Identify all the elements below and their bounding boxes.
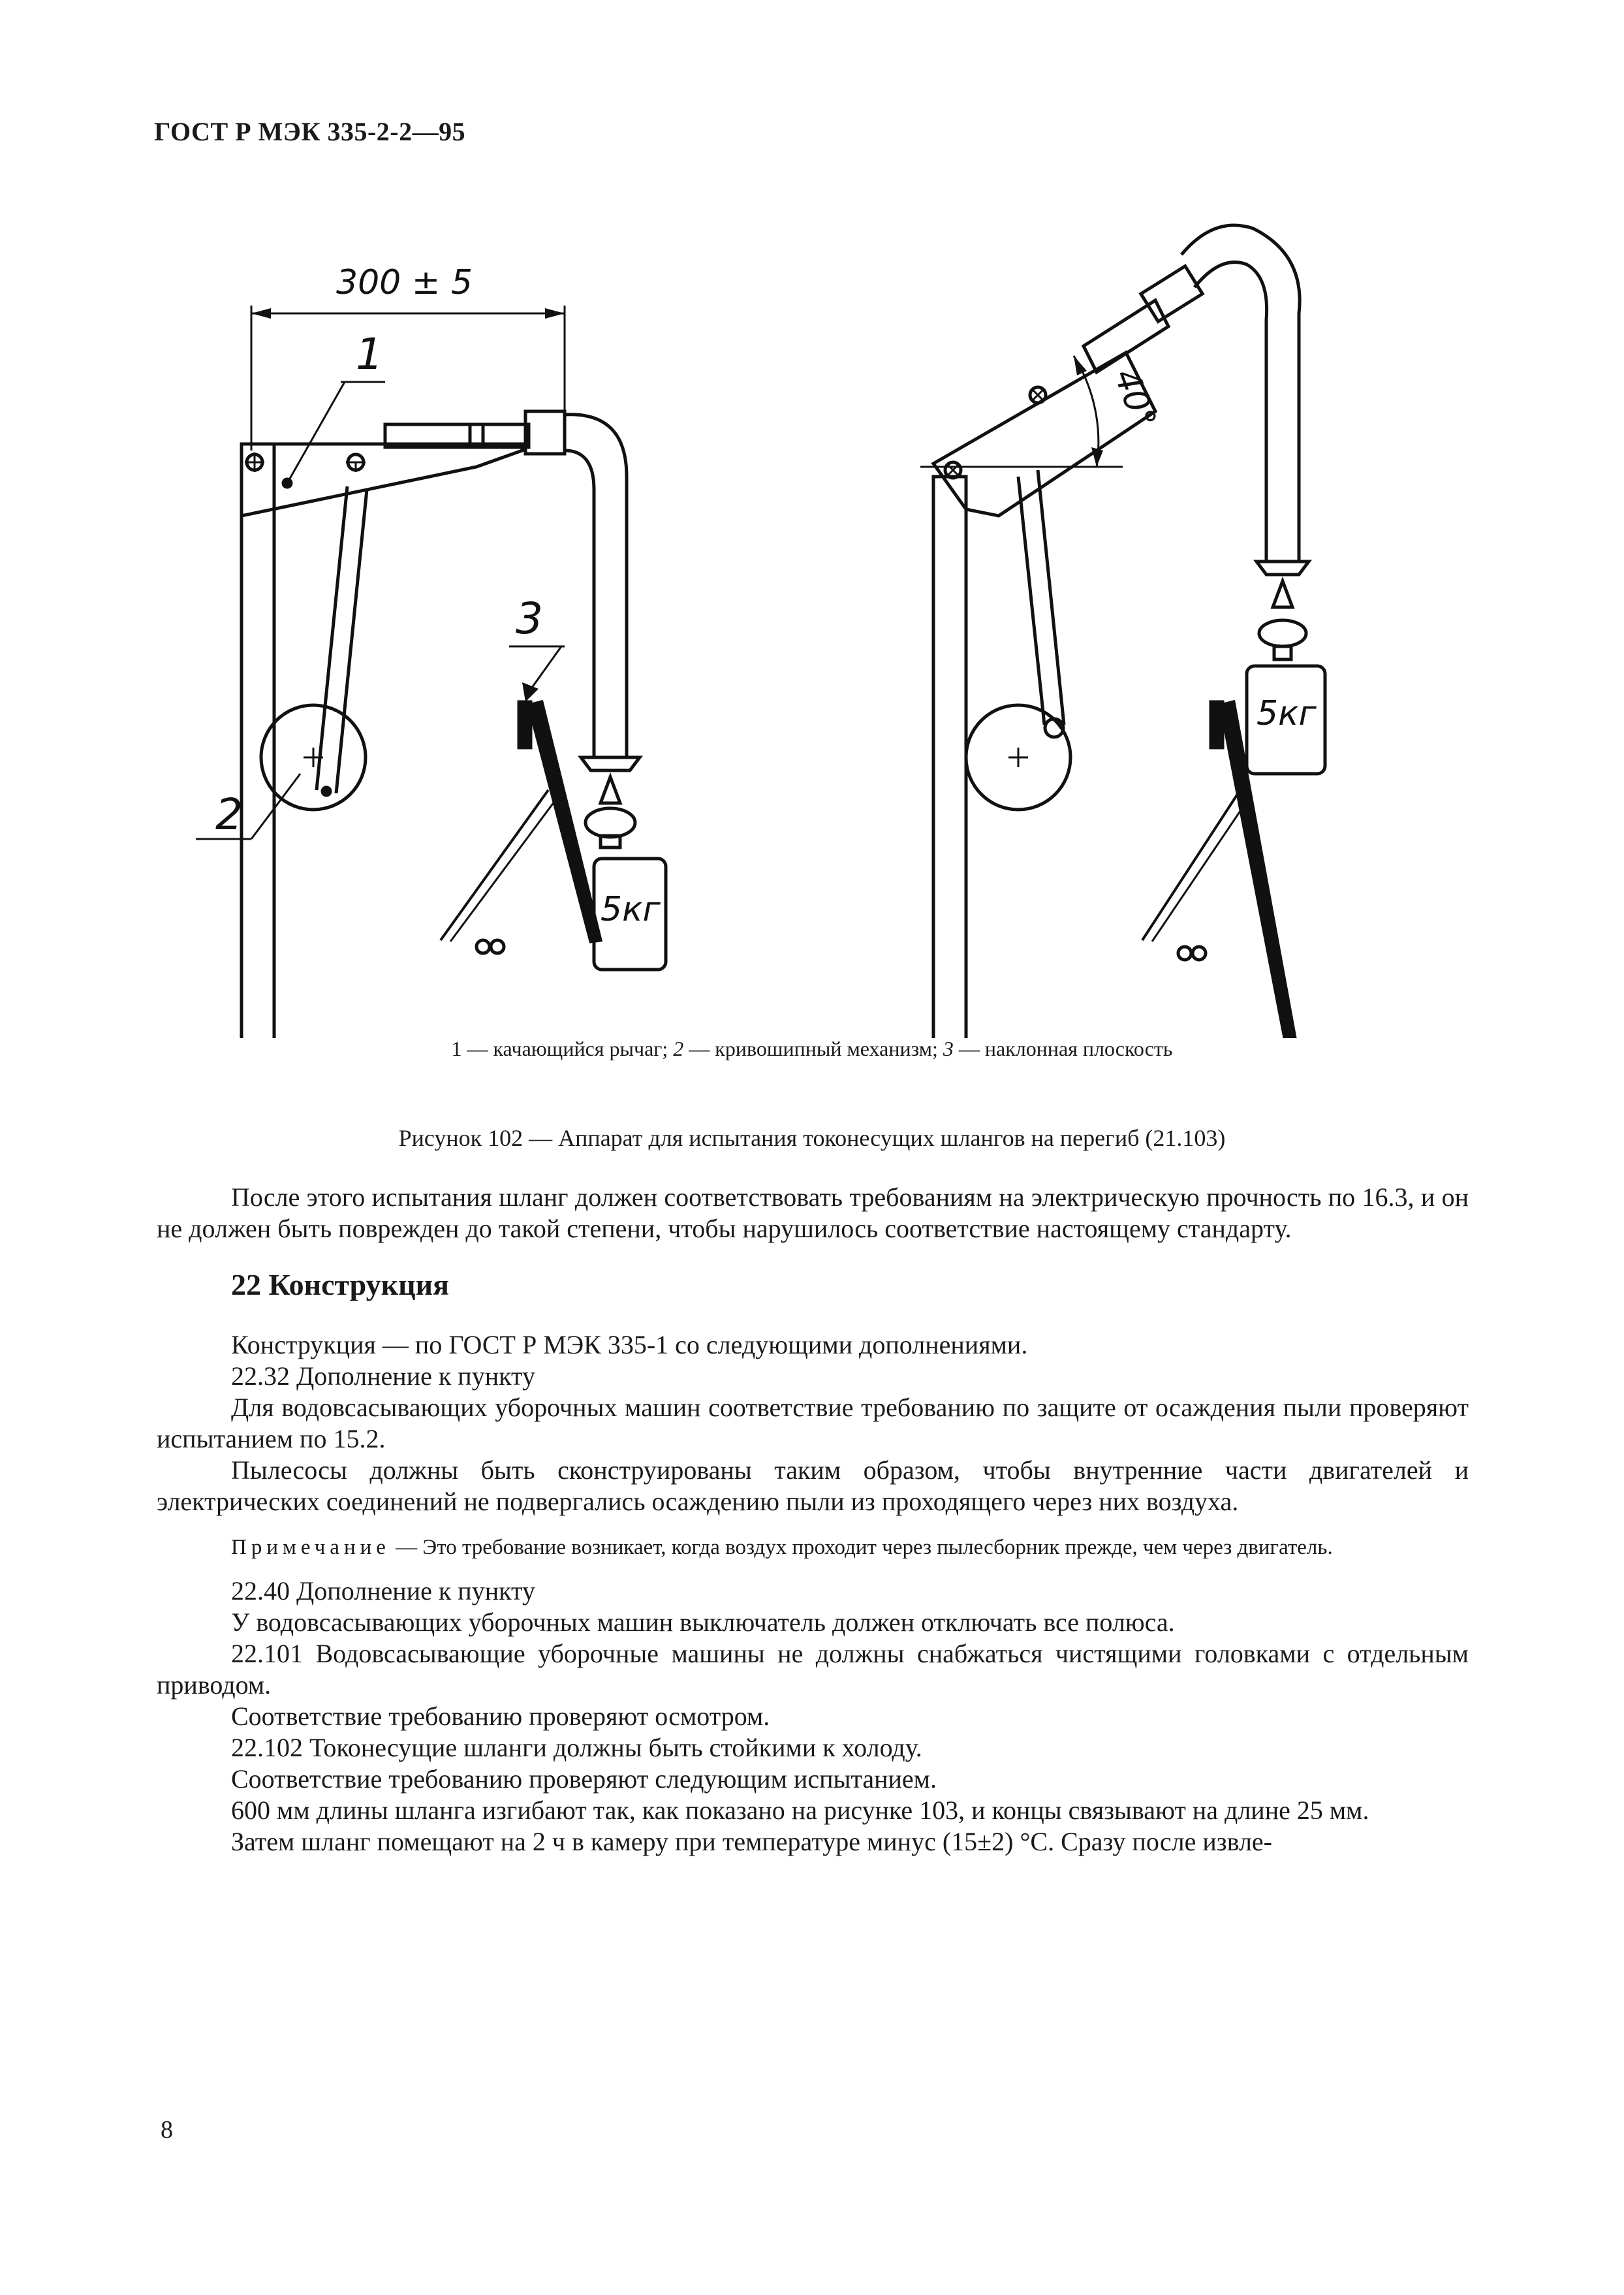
- right-apparatus: [920, 225, 1443, 1038]
- note-label: Примечание: [231, 1536, 390, 1559]
- left-apparatus: [196, 263, 751, 1038]
- paragraph: 22.102 Токонесущие шланги должны быть стойкими к холоду.: [231, 1733, 922, 1762]
- paragraph: Пылесосы должны быть сконструированы таким образом, чтобы внутренние части двигателей и электрических соединений не подвергались осаждению пыли из проходящего через них воздуха.: [157, 1455, 1469, 1516]
- paragraph: 22.101 Водовсасывающие уборочные машины не должны снабжаться чистящими головками с отдельным приводом.: [157, 1639, 1469, 1700]
- paragraph: 22.32 Дополнение к пункту: [231, 1361, 535, 1391]
- dimension-label: 300 ± 5: [336, 263, 473, 302]
- legend-text-1: качающийся рычаг: [493, 1037, 663, 1060]
- paragraph: Конструкция — по ГОСТ Р МЭК 335-1 со следующими дополнениями.: [231, 1330, 1028, 1359]
- figure-legend: 1 — качающийся рычаг; 2 — кривошипный механизм; 3 — наклонная плоскость: [451, 1037, 1173, 1060]
- paragraph: 600 мм длины шланга изгибают так, как показано на рисунке 103, и концы связывают на длине 25 мм.: [231, 1796, 1369, 1825]
- legend-text-2: кривошипный механизм: [715, 1037, 932, 1060]
- note-text: — Это требование возникает, когда воздух проходит через пылесборник прежде, чем через двигатель.: [390, 1536, 1333, 1559]
- figure-102-apparatus: [196, 215, 1488, 1038]
- legend-num-3: 3: [943, 1037, 954, 1060]
- body-text: [157, 1182, 1469, 1858]
- paragraph: Соответствие требованию проверяют следующим испытанием.: [231, 1764, 937, 1794]
- standard-code-header: ГОСТ Р МЭК 335-2-2—95: [154, 117, 466, 146]
- callout-3: 3: [516, 594, 543, 644]
- paragraph: После этого испытания шланг должен соответствовать требованиям на электрическую прочность по 16.3, и он не должен быть поврежден до такой степени, чтобы нарушилось соответствие настоящему стандарту.: [157, 1182, 1469, 1243]
- paragraph: 22.40 Дополнение к пункту: [231, 1576, 535, 1606]
- paragraph: Для водовсасывающих уборочных машин соответствие требованию по защите от осаждения пыли проверяют испытанием по 15.2.: [157, 1393, 1469, 1453]
- weight-label-left: 5кг: [601, 890, 661, 929]
- callout-2: 2: [215, 789, 243, 840]
- page-number: 8: [161, 2116, 173, 2144]
- figure-caption: Рисунок 102 — Аппарат для испытания токонесущих шлангов на перегиб (21.103): [398, 1125, 1226, 1151]
- legend-num-2: 2: [673, 1037, 684, 1060]
- angle-label: 40°: [1106, 364, 1164, 434]
- paragraph: У водовсасывающих уборочных машин выключатель должен отключать все полюса.: [231, 1607, 1175, 1637]
- legend-num-1: 1: [451, 1037, 462, 1060]
- note: [157, 1534, 1469, 1561]
- paragraph: Соответствие требованию проверяют осмотром.: [231, 1701, 770, 1731]
- paragraph: Затем шланг помещают на 2 ч в камеру при температуре минус (15±2) °С. Сразу после извле-: [231, 1827, 1272, 1856]
- legend-text-3: наклонная плоскость: [984, 1037, 1173, 1060]
- callout-1: 1: [356, 329, 383, 379]
- section-heading: 22 Конструкция: [231, 1268, 450, 1301]
- weight-label-right: 5кг: [1257, 694, 1317, 733]
